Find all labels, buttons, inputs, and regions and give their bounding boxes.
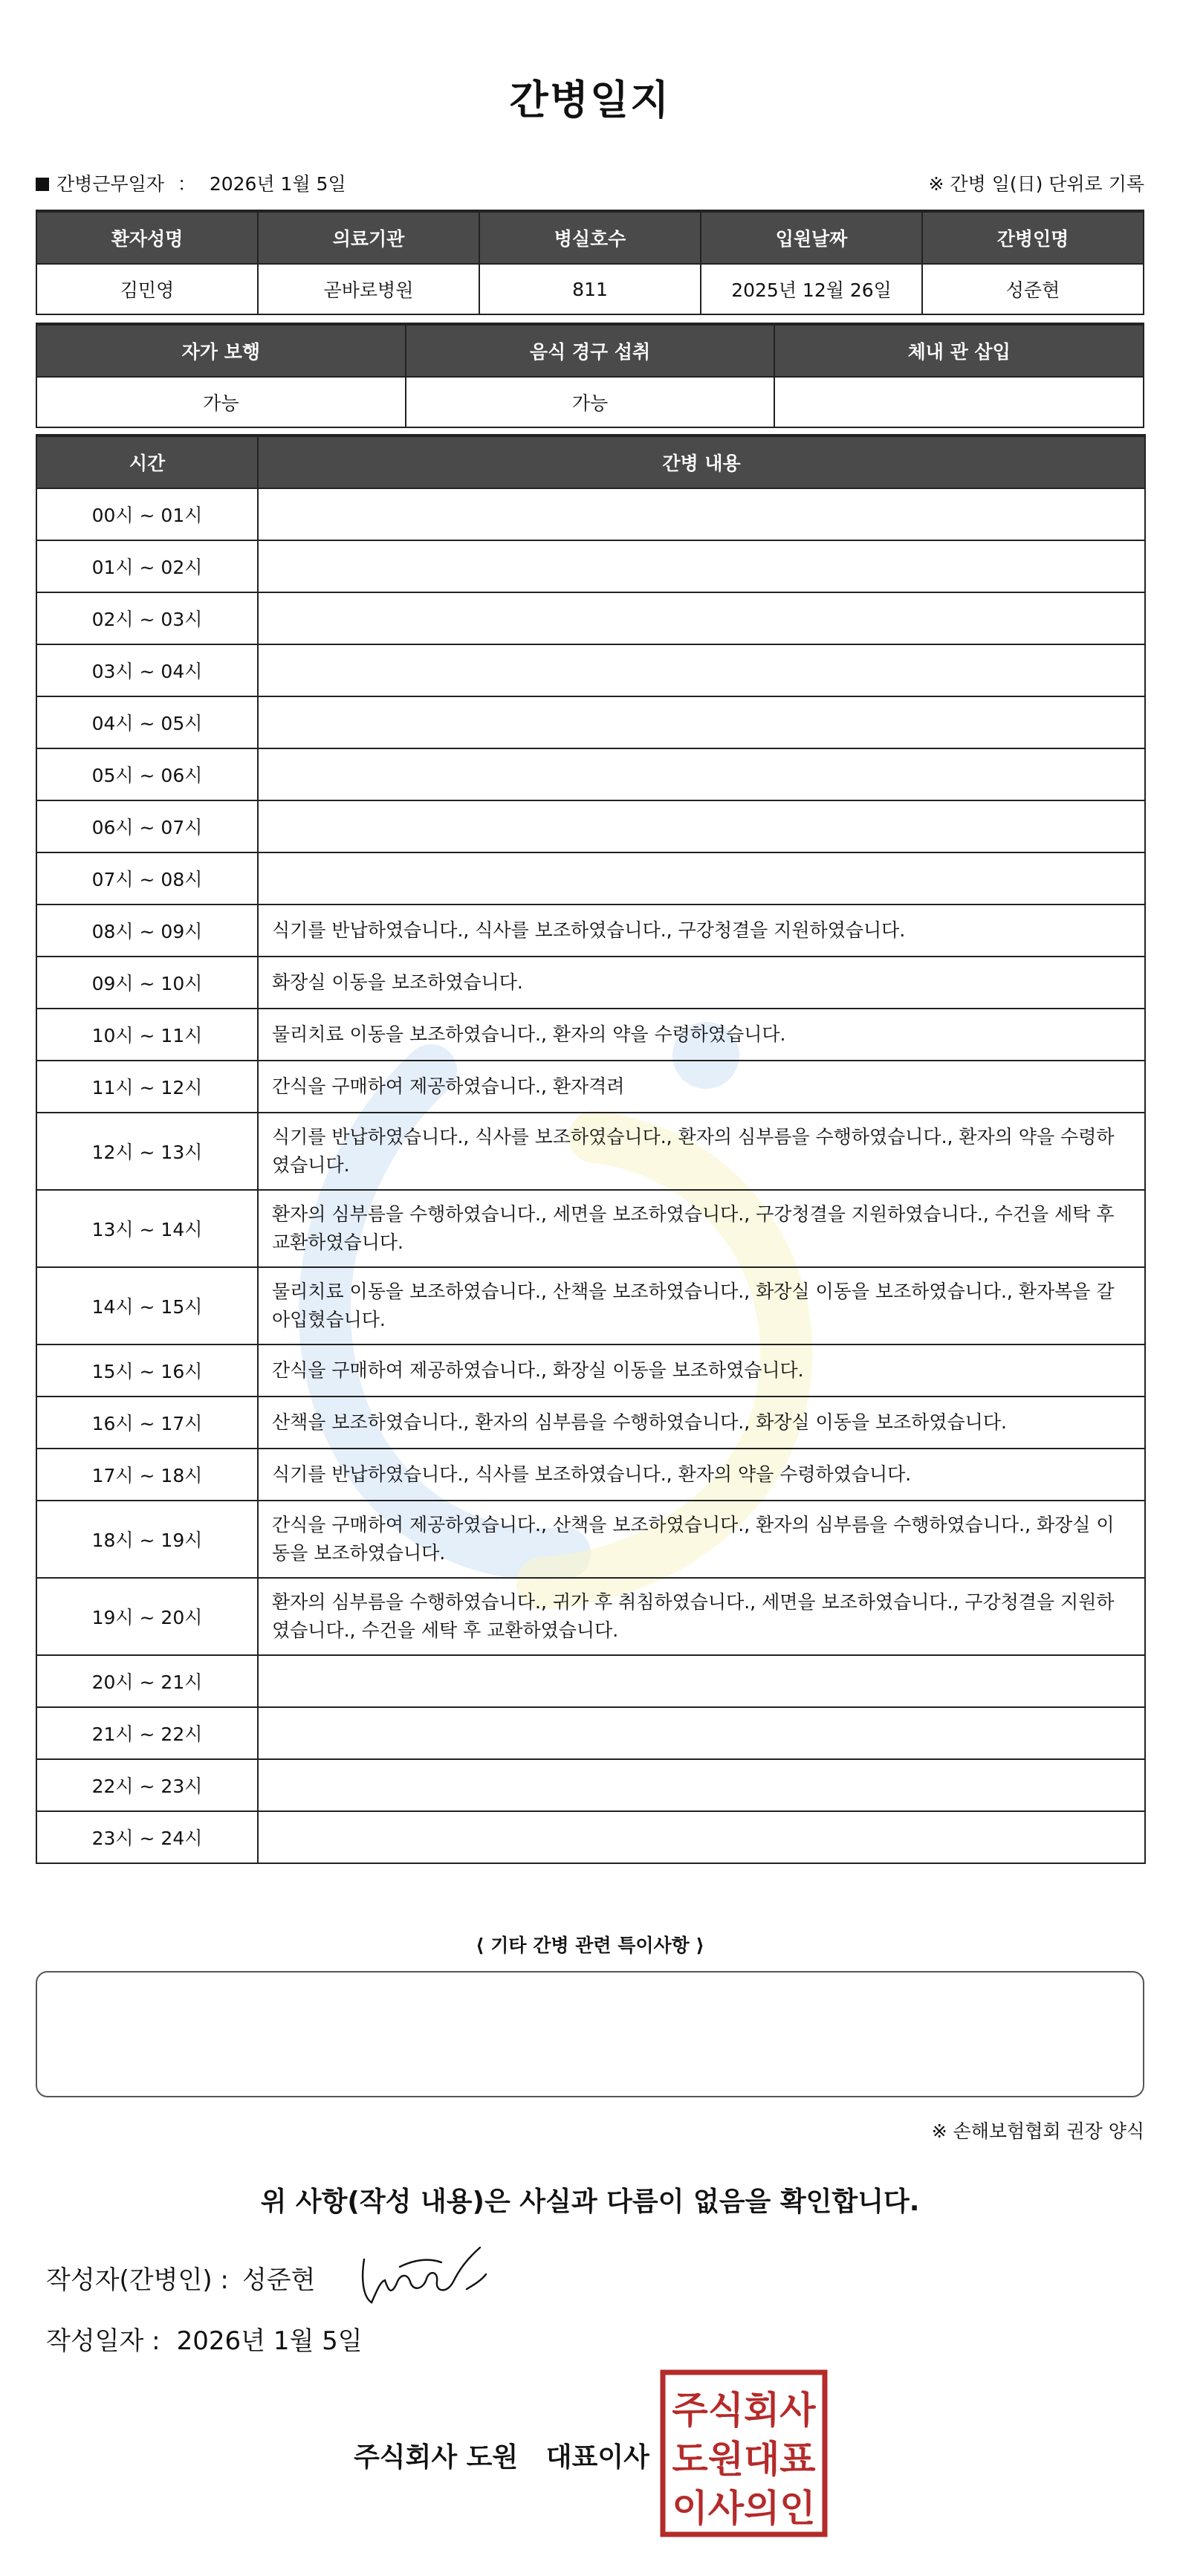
recommend-note: ※ 손해보험협회 권장 양식 [931, 2120, 1144, 2142]
patient-name: 김민영 [36, 264, 258, 314]
schedule-time: 16시 ~ 17시 [36, 1397, 258, 1449]
schedule-row [36, 1707, 1145, 1759]
schedule-content [258, 800, 1145, 852]
schedule-time: 22시 ~ 23시 [36, 1759, 258, 1811]
schedule-content: 물리치료 이동을 보조하였습니다., 산책을 보조하였습니다., 화장실 이동을 보조하였습니다., 환자복을 갈아입혔습니다. [258, 1267, 1145, 1344]
notes-title: ⟨ 기타 간병 관련 특이사항 ⟩ [476, 1935, 704, 1956]
schedule-time: 23시 ~ 24시 [36, 1811, 258, 1863]
square-bullet-icon [36, 178, 49, 191]
schedule-content: 환자의 심부름을 수행하였습니다., 귀가 후 취침하였습니다., 세면을 보조하였습니다., 구강청결을 지원하였습니다., 수건을 세탁 후 교환하였습니다. [258, 1578, 1145, 1655]
schedule-content: 간식을 구매하여 제공하였습니다., 화장실 이동을 보조하였습니다. [258, 1344, 1145, 1397]
schedule-content: 화장실 이동을 보조하였습니다. [258, 957, 1145, 1009]
schedule-body [36, 488, 1145, 1863]
schedule-time: 15시 ~ 16시 [36, 1344, 258, 1397]
schedule-content: 식기를 반납하였습니다., 식사를 보조하였습니다., 환자의 심부름을 수행하였습니다., 환자의 약을 수령하였습니다. [258, 1113, 1145, 1190]
schedule-time: 19시 ~ 20시 [36, 1578, 258, 1655]
work-date-separator: ： [177, 173, 196, 195]
company-seal-stamp-icon [660, 2369, 828, 2537]
seal-line-2: 도원대표 [672, 2438, 816, 2481]
schedule-row [36, 957, 1145, 1009]
work-date-label: 간병근무일자 [56, 173, 164, 195]
signature-icon [355, 2237, 489, 2311]
schedule-time: 05시 ~ 06시 [36, 748, 258, 800]
schedule-row [36, 1009, 1145, 1061]
schedule-row [36, 1811, 1145, 1863]
schedule-time: 02시 ~ 03시 [36, 592, 258, 644]
schedule-time: 11시 ~ 12시 [36, 1061, 258, 1113]
page-title: 간병일지 [509, 77, 671, 123]
header-room: 병실호수 [479, 211, 701, 264]
schedule-time: 12시 ~ 13시 [36, 1113, 258, 1190]
writer-line [46, 2259, 315, 2296]
schedule-content: 식기를 반납하였습니다., 식사를 보조하였습니다., 구강청결을 지원하였습니다. [258, 904, 1145, 957]
status-value-row [36, 377, 1144, 427]
schedule-time: 07시 ~ 08시 [36, 852, 258, 904]
writer-name: 성준현 [241, 2265, 316, 2295]
schedule-content [258, 1707, 1145, 1759]
header-admission-date: 입원날짜 [701, 211, 922, 264]
schedule-row [36, 1190, 1145, 1267]
company-representative: 주식회사 도원 대표이사 [354, 2442, 649, 2473]
room-number: 811 [479, 264, 701, 314]
schedule-row [36, 1578, 1145, 1655]
schedule-header-row [36, 436, 1145, 488]
schedule-time: 01시 ~ 02시 [36, 540, 258, 592]
schedule-content [258, 1759, 1145, 1811]
self-walking-value: 가능 [36, 377, 406, 427]
schedule-row [36, 592, 1145, 644]
confirmation-statement: 위 사항(작성 내용)은 사실과 다름이 없음을 확인합니다. [260, 2187, 920, 2217]
schedule-row [36, 488, 1145, 540]
schedule-content [258, 540, 1145, 592]
schedule-row [36, 1759, 1145, 1811]
schedule-time: 20시 ~ 21시 [36, 1655, 258, 1707]
work-date-value: 2026년 1월 5일 [209, 173, 346, 195]
schedule-row [36, 1267, 1145, 1344]
notes-box [36, 1971, 1144, 2097]
schedule-row [36, 1655, 1145, 1707]
schedule-time: 09시 ~ 10시 [36, 957, 258, 1009]
schedule-row [36, 852, 1145, 904]
written-date-label: 작성일자 : [46, 2326, 161, 2356]
status-header-row [36, 324, 1144, 377]
header-oral-intake: 음식 경구 섭취 [406, 324, 775, 377]
schedule-time: 03시 ~ 04시 [36, 644, 258, 696]
schedule-row [36, 1344, 1145, 1397]
patient-info-table [36, 210, 1144, 315]
patient-value-row [36, 264, 1144, 314]
schedule-content [258, 592, 1145, 644]
care-schedule-table [36, 434, 1146, 1864]
header-care-content: 간병 내용 [258, 436, 1145, 488]
schedule-time: 10시 ~ 11시 [36, 1009, 258, 1061]
schedule-content [258, 488, 1145, 540]
oral-intake-value: 가능 [406, 377, 775, 427]
schedule-row [36, 1397, 1145, 1449]
schedule-content: 간식을 구매하여 제공하였습니다., 산책을 보조하였습니다., 환자의 심부름을 수행하였습니다., 화장실 이동을 보조하였습니다. [258, 1501, 1145, 1578]
header-patient-name: 환자성명 [36, 211, 258, 264]
schedule-content: 물리치료 이동을 보조하였습니다., 환자의 약을 수령하였습니다. [258, 1009, 1145, 1061]
writer-label: 작성자(간병인) : [46, 2265, 229, 2295]
schedule-content: 산책을 보조하였습니다., 환자의 심부름을 수행하였습니다., 화장실 이동을 보조하였습니다. [258, 1397, 1145, 1449]
schedule-row [36, 1501, 1145, 1578]
written-date-value: 2026년 1월 5일 [176, 2326, 363, 2356]
header-institution: 의료기관 [258, 211, 479, 264]
schedule-row [36, 904, 1145, 957]
patient-header-row [36, 211, 1144, 264]
schedule-row [36, 1449, 1145, 1501]
schedule-time: 04시 ~ 05시 [36, 696, 258, 748]
schedule-time: 00시 ~ 01시 [36, 488, 258, 540]
schedule-content: 환자의 심부름을 수행하였습니다., 세면을 보조하였습니다., 구강청결을 지원하였습니다., 수건을 세탁 후 교환하였습니다. [258, 1190, 1145, 1267]
schedule-content [258, 1655, 1145, 1707]
caregiver-name: 성준현 [922, 264, 1144, 314]
schedule-row [36, 696, 1145, 748]
schedule-time: 21시 ~ 22시 [36, 1707, 258, 1759]
schedule-time: 18시 ~ 19시 [36, 1501, 258, 1578]
schedule-content: 식기를 반납하였습니다., 식사를 보조하였습니다., 환자의 약을 수령하였습니다. [258, 1449, 1145, 1501]
schedule-content [258, 1811, 1145, 1863]
schedule-row [36, 644, 1145, 696]
schedule-content [258, 852, 1145, 904]
schedule-row [36, 540, 1145, 592]
written-date-line [46, 2320, 363, 2357]
schedule-row [36, 1061, 1145, 1113]
header-tube-insertion: 체내 관 삽입 [774, 324, 1144, 377]
schedule-content [258, 696, 1145, 748]
schedule-content: 간식을 구매하여 제공하였습니다., 환자격려 [258, 1061, 1145, 1113]
header-caregiver-name: 간병인명 [922, 211, 1144, 264]
schedule-time: 17시 ~ 18시 [36, 1449, 258, 1501]
schedule-time: 08시 ~ 09시 [36, 904, 258, 957]
seal-line-1: 주식회사 [672, 2389, 816, 2432]
schedule-time: 14시 ~ 15시 [36, 1267, 258, 1344]
schedule-content [258, 644, 1145, 696]
schedule-row [36, 748, 1145, 800]
schedule-time: 06시 ~ 07시 [36, 800, 258, 852]
schedule-row [36, 1113, 1145, 1190]
schedule-time: 13시 ~ 14시 [36, 1190, 258, 1267]
admission-date: 2025년 12월 26일 [701, 264, 922, 314]
work-date-line [36, 169, 346, 196]
header-time: 시간 [36, 436, 258, 488]
institution: 곧바로병원 [258, 264, 479, 314]
unit-note: ※ 간병 일(日) 단위로 기록 [928, 173, 1144, 195]
schedule-content [258, 748, 1145, 800]
header-self-walking: 자가 보행 [36, 324, 406, 377]
patient-status-table [36, 323, 1144, 428]
seal-line-3: 이사의인 [672, 2487, 816, 2530]
schedule-row [36, 800, 1145, 852]
tube-insertion-value [774, 377, 1144, 427]
